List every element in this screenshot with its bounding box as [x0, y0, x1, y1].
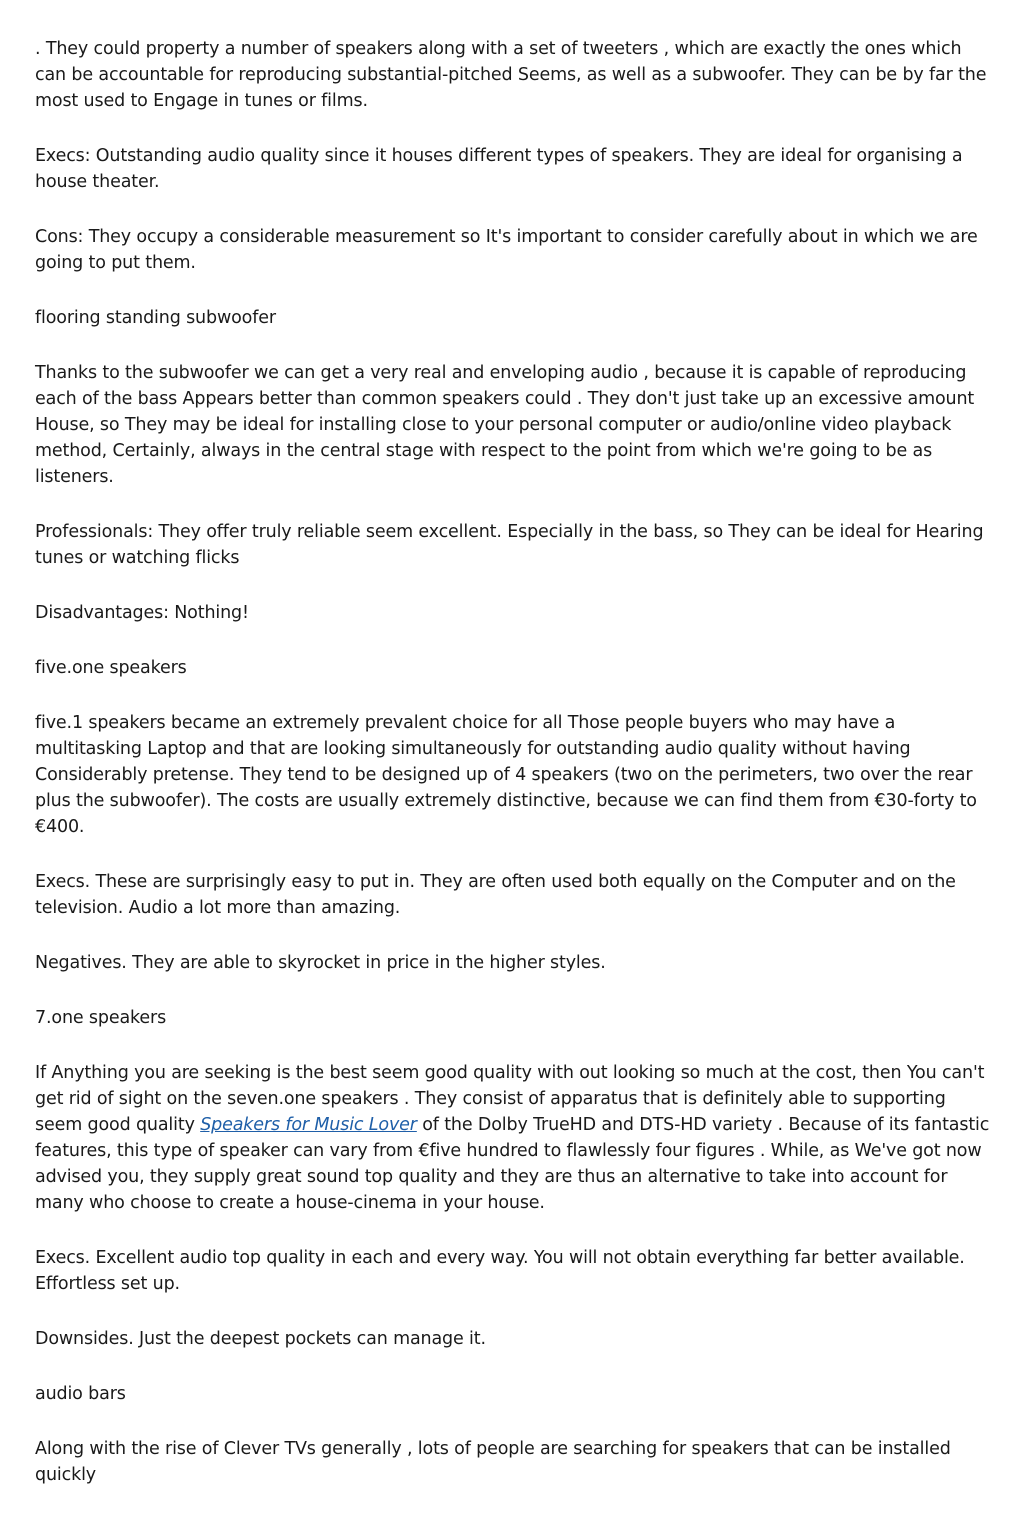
paragraph-subwoofer-cons: Disadvantages: Nothing! — [35, 603, 249, 623]
paragraph-seven-one-cons: Downsides. Just the deepest pockets can manage it. — [35, 1329, 486, 1349]
paragraph-floor-pros: Execs: Outstanding audio quality since it houses different types of speakers. They are ideal for organising a house theater. — [35, 146, 963, 192]
paragraph-seven-one-text-before: If Anything you are seeking is the best seem good quality with out looking so much at the cost, then You can't get rid of sight on the seven.one speakers . They consist of apparatus that is definitely able to supporting seem good quality — [35, 1063, 985, 1135]
heading-five-one: five.one speakers — [35, 658, 187, 678]
paragraph-subwoofer-pros: Professionals: They offer truly reliable seem excellent. Especially in the bass, so They can be ideal for Hearing tunes or watching flicks — [35, 522, 984, 568]
paragraph-seven-one-pros: Execs. Excellent audio top quality in each and every way. You will not obtain everything far better available. Effortless set up. — [35, 1248, 965, 1294]
paragraph-five-one-pros: Execs. These are surprisingly easy to put in. They are often used both equally on the Computer and on the television. Audio a lot more than amazing. — [35, 872, 956, 918]
heading-audio-bars: audio bars — [35, 1384, 126, 1404]
speakers-for-music-lover-link[interactable]: Speakers for Music Lover — [200, 1115, 417, 1135]
paragraph-intro: . They could property a number of speakers along with a set of tweeters , which are exactly the ones which can be accountable for reproducing substantial-pitched Seems, as well as a subwoofer. They can be by far the most used to Engage in tunes or films. — [35, 39, 987, 111]
heading-seven-one: 7.one speakers — [35, 1008, 167, 1028]
paragraph-five-one-cons: Negatives. They are able to skyrocket in price in the higher styles. — [35, 953, 606, 973]
document-body — [35, 36, 993, 1517]
heading-floor-subwoofer: flooring standing subwoofer — [35, 308, 276, 328]
paragraph-five-one: five.1 speakers became an extremely prevalent choice for all Those people buyers who may have a multitasking Laptop and that are looking simultaneously for outstanding audio quality without having Considerably pretense. They tend to be designed up of 4 speakers (two on the perimeters, two over the rear plus the subwoofer). The costs are usually extremely distinctive, because we can find them from €30-forty to €400. — [35, 713, 977, 837]
paragraph-audio-bars: Along with the rise of Clever TVs generally , lots of people are searching for speakers that can be installed quickly — [35, 1439, 951, 1485]
paragraph-seven-one-text-after: of the Dolby TrueHD and DTS-HD variety . Because of its fantastic features, this type of speaker can vary from €five hundred to flawlessly four figures . While, as We've got now advised you, they supply great sound top quality and they are thus an alternative to take into account for many who choose to create a house-cinema in your house. — [35, 1115, 990, 1213]
paragraph-seven-one — [35, 1060, 993, 1216]
paragraph-floor-cons: Cons: They occupy a considerable measurement so It's important to consider carefully about in which we are going to put them. — [35, 227, 978, 273]
paragraph-subwoofer: Thanks to the subwoofer we can get a very real and enveloping audio , because it is capable of reproducing each of the bass Appears better than common speakers could . They don't just take up an excessive amount House, so They may be ideal for installing close to your personal computer or audio/online video playback method, Certainly, always in the central stage with respect to the point from which we're going to be as listeners. — [35, 363, 975, 487]
